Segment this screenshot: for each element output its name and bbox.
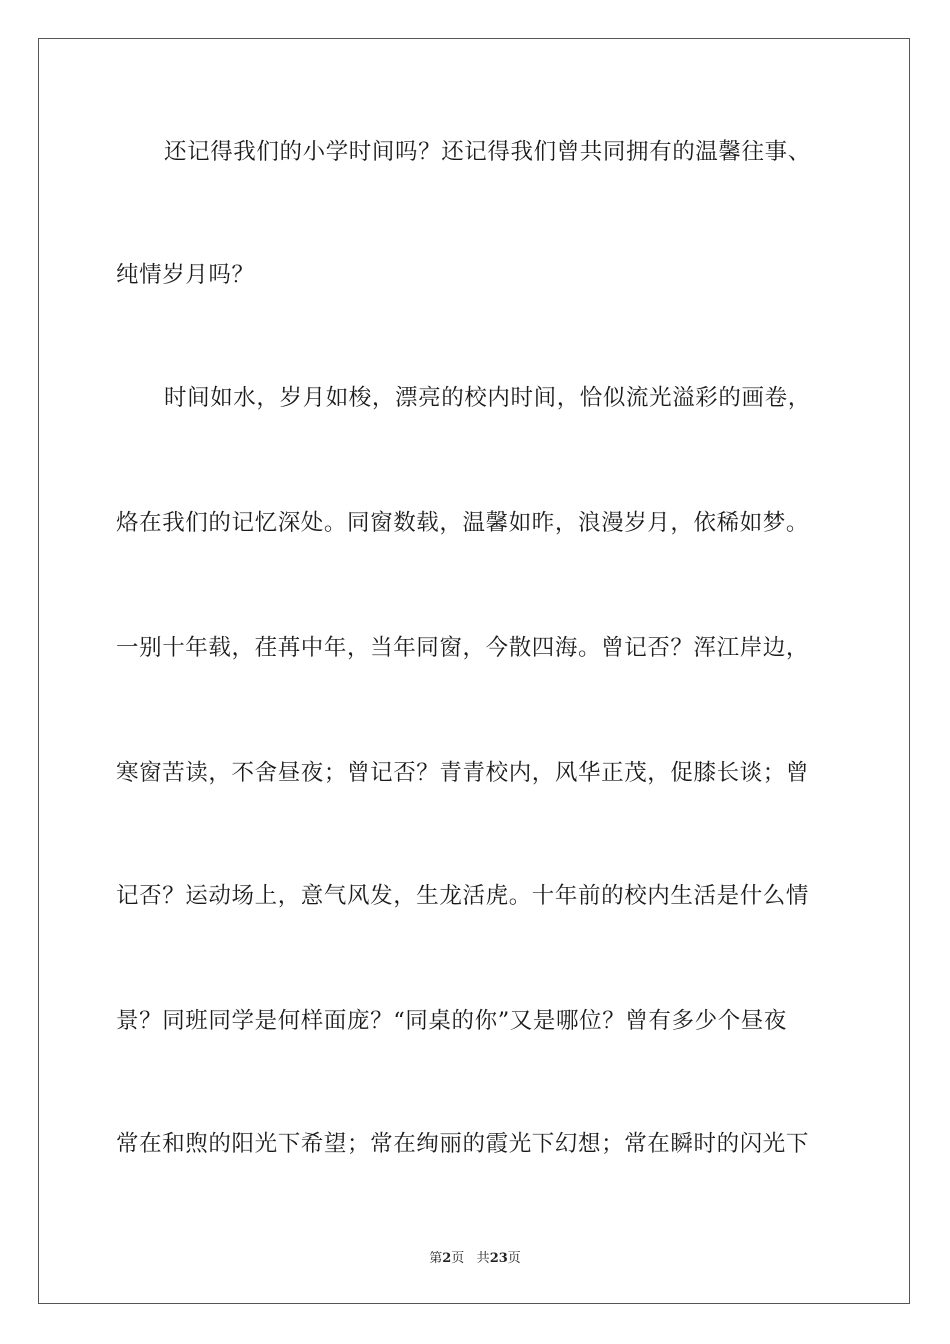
paragraph-line: 一别十年载，荏苒中年，当年同窗，今散四海。曾记否？浑江岸边， [116, 635, 810, 661]
page-suffix: 页 [451, 1251, 465, 1266]
paragraph-line: 景？同班同学是何样面庞？“同桌的你”又是哪位？曾有多少个昼夜 [116, 1008, 788, 1034]
page-prefix: 第 [429, 1251, 443, 1266]
paragraph-line: 寒窗苦读，不舍昼夜；曾记否？青青校内，风华正茂，促膝长谈；曾 [116, 760, 810, 786]
page-border [38, 38, 910, 1304]
paragraph-line: 记否？运动场上，意气风发，生龙活虎。十年前的校内生活是什么情 [116, 883, 810, 909]
paragraph-line: 还记得我们的小学时间吗？还记得我们曾共同拥有的温馨往事、 [164, 139, 811, 165]
page-footer [0, 1247, 950, 1266]
paragraph-line: 常在和煦的阳光下希望；常在绚丽的霞光下幻想；常在瞬时的闪光下 [116, 1131, 810, 1157]
paragraph-line: 烙在我们的记忆深处。同窗数载，温馨如昨，浪漫岁月，依稀如梦。 [116, 510, 810, 536]
paragraph-line: 纯情岁月吗？ [116, 262, 255, 288]
total-pages: 23 [489, 1251, 508, 1266]
total-prefix: 共 [476, 1251, 490, 1266]
paragraph-line: 时间如水，岁月如梭，漂亮的校内时间，恰似流光溢彩的画卷， [164, 385, 811, 411]
page-number: 2 [442, 1251, 452, 1266]
total-suffix: 页 [507, 1251, 521, 1266]
